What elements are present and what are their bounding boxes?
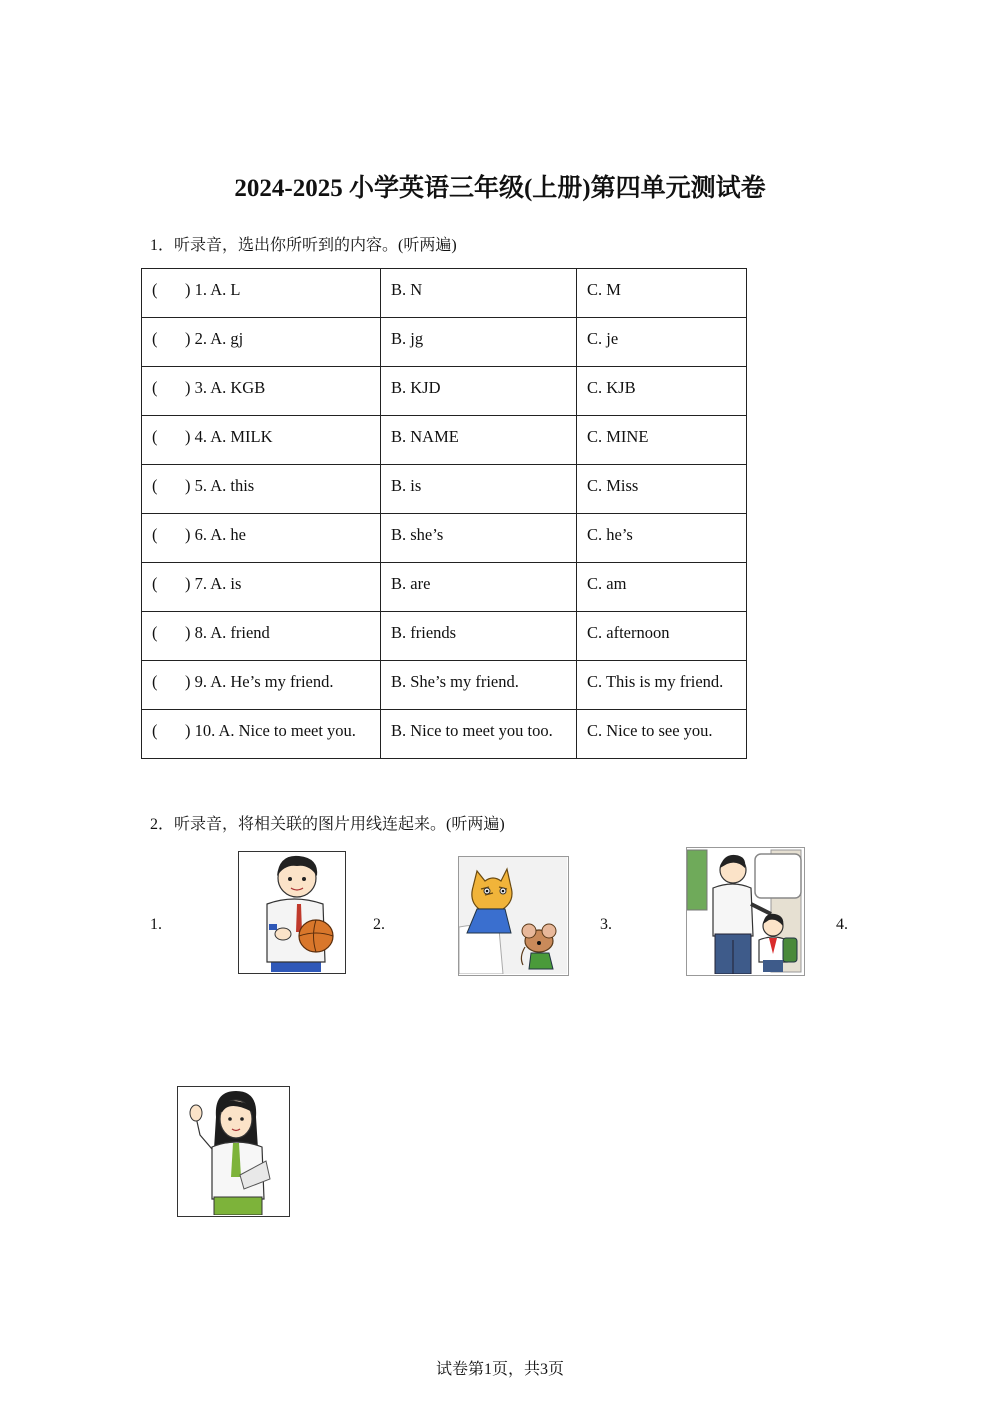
option-c-cell xyxy=(577,514,747,563)
option-c-cell xyxy=(577,710,747,759)
item-label-4: 4. xyxy=(836,916,848,933)
table-row xyxy=(142,269,747,318)
option-a-text: ) 1. A. L xyxy=(185,280,241,299)
option-a-text: ) 9. A. He’s my friend. xyxy=(185,672,334,691)
answer-blank[interactable]: ( xyxy=(152,623,158,642)
option-a-text: ) 3. A. KGB xyxy=(185,378,266,397)
option-b-text: B. N xyxy=(391,280,423,299)
option-b-text: B. jg xyxy=(391,329,424,348)
option-a-text: ) 6. A. he xyxy=(185,525,246,544)
option-a-cell xyxy=(142,367,381,416)
option-c-cell xyxy=(577,661,747,710)
table-row xyxy=(142,710,747,759)
option-a-cell xyxy=(142,465,381,514)
option-a-text: ) 8. A. friend xyxy=(185,623,270,642)
boy-with-basketball-image xyxy=(238,851,346,974)
option-a-cell xyxy=(142,612,381,661)
option-a-text: ) 7. A. is xyxy=(185,574,242,593)
page-title: 2024-2025 小学英语三年级(上册)第四单元测试卷 xyxy=(234,175,766,202)
option-c-text: C. am xyxy=(587,574,627,593)
item-label-2: 2. xyxy=(373,916,385,933)
option-c-cell xyxy=(577,416,747,465)
option-b-text: B. are xyxy=(391,574,431,593)
option-c-text: C. he’s xyxy=(587,525,633,544)
answer-blank[interactable]: ( xyxy=(152,280,158,299)
answer-blank[interactable]: ( xyxy=(152,476,158,495)
option-a-text: ) 5. A. this xyxy=(185,476,255,495)
option-b-cell xyxy=(381,514,577,563)
option-b-cell xyxy=(381,318,577,367)
table-row xyxy=(142,661,747,710)
option-c-text: C. afternoon xyxy=(587,623,670,642)
option-c-cell xyxy=(577,269,747,318)
option-a-cell xyxy=(142,563,381,612)
option-a-text: ) 2. A. gj xyxy=(185,329,244,348)
option-b-cell xyxy=(381,563,577,612)
option-a-cell xyxy=(142,318,381,367)
option-b-cell xyxy=(381,612,577,661)
answer-blank[interactable]: ( xyxy=(152,574,158,593)
option-a-cell xyxy=(142,269,381,318)
option-c-cell xyxy=(577,465,747,514)
item-label-1: 1. xyxy=(150,916,162,933)
answer-blank[interactable]: ( xyxy=(152,329,158,348)
option-c-cell xyxy=(577,563,747,612)
girl-waving-image xyxy=(177,1086,290,1217)
option-a-text: ) 10. A. Nice to meet you. xyxy=(185,721,356,740)
cat-and-mouse-image xyxy=(458,856,569,976)
option-c-cell xyxy=(577,367,747,416)
option-c-text: C. je xyxy=(587,329,619,348)
table-row xyxy=(142,612,747,661)
table-row xyxy=(142,514,747,563)
option-b-text: B. she’s xyxy=(391,525,444,544)
table-row xyxy=(142,465,747,514)
listening-choice-table xyxy=(141,268,747,759)
option-a-cell xyxy=(142,661,381,710)
option-a-text: ) 4. A. MILK xyxy=(185,427,273,446)
option-b-cell xyxy=(381,465,577,514)
table-row xyxy=(142,563,747,612)
option-b-text: B. is xyxy=(391,476,422,495)
option-c-text: C. KJB xyxy=(587,378,636,397)
option-b-text: B. She’s my friend. xyxy=(391,672,519,691)
answer-blank[interactable]: ( xyxy=(152,672,158,691)
option-b-text: B. KJD xyxy=(391,378,441,397)
option-b-text: B. friends xyxy=(391,623,457,642)
answer-blank[interactable]: ( xyxy=(152,378,158,397)
option-c-text: C. This is my friend. xyxy=(587,672,724,691)
option-c-text: C. M xyxy=(587,280,621,299)
option-b-text: B. Nice to meet you too. xyxy=(391,721,553,740)
option-c-cell xyxy=(577,318,747,367)
option-c-text: C. MINE xyxy=(587,427,649,446)
option-a-cell xyxy=(142,416,381,465)
man-and-boy-image xyxy=(686,847,805,976)
option-b-text: B. NAME xyxy=(391,427,459,446)
table-row xyxy=(142,367,747,416)
option-a-cell xyxy=(142,710,381,759)
option-c-text: C. Nice to see you. xyxy=(587,721,713,740)
option-b-cell xyxy=(381,269,577,318)
answer-blank[interactable]: ( xyxy=(152,525,158,544)
option-c-text: C. Miss xyxy=(587,476,639,495)
option-b-cell xyxy=(381,661,577,710)
answer-blank[interactable]: ( xyxy=(152,721,158,740)
option-c-cell xyxy=(577,612,747,661)
option-a-cell xyxy=(142,514,381,563)
option-b-cell xyxy=(381,416,577,465)
item-label-3: 3. xyxy=(600,916,612,933)
question-1-heading: 1．听录音，选出你所听到的内容。(听两遍) xyxy=(150,237,457,254)
option-b-cell xyxy=(381,367,577,416)
page-footer: 试卷第1页，共3页 xyxy=(435,1361,564,1378)
table-row xyxy=(142,416,747,465)
question-2-heading: 2．听录音，将相关联的图片用线连起来。(听两遍) xyxy=(150,816,505,833)
option-b-cell xyxy=(381,710,577,759)
answer-blank[interactable]: ( xyxy=(152,427,158,446)
table-row xyxy=(142,318,747,367)
